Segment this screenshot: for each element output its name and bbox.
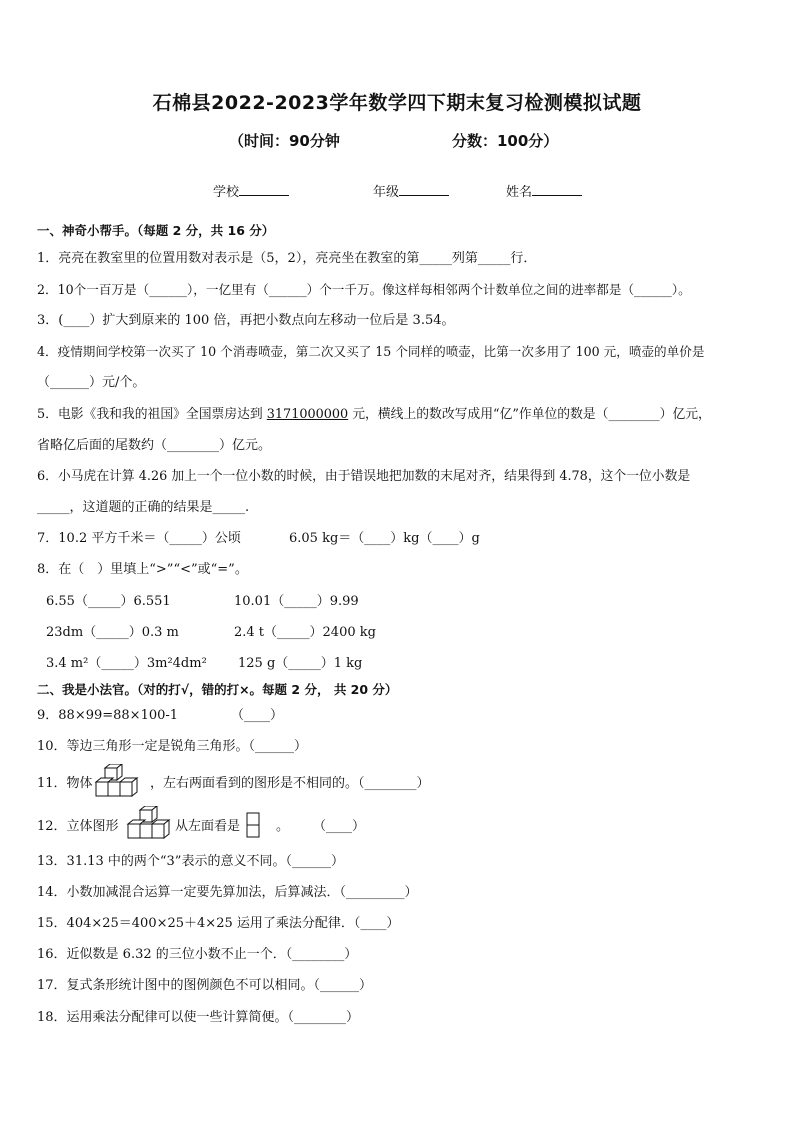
question-12-prefix: 12．立体图形 [37,819,119,834]
question-13: 13．31.13 中的两个“3”表示的意义不同。（______） [37,854,344,869]
question-15: 15．404×25＝400×25＋4×25 运用了乘法分配律．（____） [37,916,400,931]
cube-stack-icon [93,764,149,800]
grade-field [373,181,449,200]
name-field [506,181,582,200]
question-3: 3．(____）扩大到原来的 100 倍，再把小数点向左移动一位后是 3.54。 [37,313,455,328]
question-2: 2．10个一百万是（______），一亿里有（______）个一千万。像这样每相邻两个计数单位之间的进率都是（______）。 [37,282,691,297]
section2-heading: 二、我是小法官。（对的打√，错的打×。每题 2 分， 共 20 分） [37,682,398,697]
name-blank[interactable] [532,183,582,196]
question-4-line1: 4．疫情期间学校第一次买了 10 个消毒喷壶，第二次又买了 15 个同样的喷壶，比第一次多用了 100 元，喷壶的单价是 [37,344,705,359]
compare-2b: 2.4 t（_____）2400 kg [234,625,376,640]
compare-3b: 125 g（_____）1 kg [238,656,363,671]
question-1: 1．亮亮在教室里的位置用数对表示是（5，2），亮亮坐在教室的第_____列第_____行． [37,251,537,266]
section1-heading: 一、神奇小帮手。（每题 2 分，共 16 分） [37,223,275,238]
question-16: 16．近似数是 6.32 的三位小数不止一个．（________） [37,947,358,962]
question-8: 8．在（ ）里填上“>”“<”或“=”。 [37,562,248,577]
question-18: 18．运用乘法分配律可以使一些计算简便。（________） [37,1010,360,1025]
school-label: 学校 [213,185,240,200]
question-5-line2: 省略亿后面的尾数约（________）亿元。 [37,438,272,453]
question-10: 10．等边三角形一定是锐角三角形。（______） [37,739,308,754]
exam-score: 分数：100分） [452,132,559,150]
name-label: 姓名 [506,185,533,200]
question-9-blank: （____） [231,708,284,723]
compare-1a: 6.55（_____）6.551 [46,594,171,609]
question-11-text: ，左右两面看到的图形是不相同的。（________） [150,776,430,791]
question-9-expression: 9．88×99=88×100-1 [37,708,179,723]
solid-figure-icon [122,806,176,846]
grade-label: 年级 [373,185,400,200]
question-14: 14．小数加减混合运算一定要先算加法，后算减法．（_________） [37,885,418,900]
exam-title: 石棉县2022-2023学年数学四下期末复习检测模拟试题 [152,92,642,114]
question-11 [37,775,93,793]
compare-3a: 3.4 m²（_____）3m²4dm² [46,656,207,671]
question-5-prefix: 5．电影《我和我的祖国》全国票房达到 [37,407,267,422]
box-office-number: 3171000000 [266,407,349,422]
left-view-icon [245,812,261,838]
compare-1b: 10.01（_____）9.99 [234,594,359,609]
question-12-period: 。 [276,819,290,834]
question-12-middle: 从左面看是 [175,819,241,834]
question-7-part-a: 7．10.2 平方千米＝（_____）公顷 [37,531,241,546]
grade-blank[interactable] [399,183,449,196]
question-6-line2: _____，这道题的正确的结果是_____. [37,500,250,515]
exam-time: （时间：90分钟 [229,132,340,150]
school-field [213,181,289,200]
question-5-line1 [37,406,711,424]
compare-2a: 23dm（_____）0.3 m [46,625,179,640]
question-4-line2: （______）元/个。 [37,375,146,390]
question-11-prefix: 11．物体 [37,776,93,791]
question-5-suffix: 元，横线上的数改写成用“亿”作单位的数是（________）亿元， [348,407,711,422]
question-6-line1: 6．小马虎在计算 4.26 加上一个一位小数的时候，由于错误地把加数的末尾对齐，结果得到 4.78，这个一位小数是 [37,469,691,484]
school-blank[interactable] [239,183,289,196]
question-7-part-b: 6.05 kg＝（____）kg（____）g [289,531,480,546]
question-17: 17．复式条形统计图中的图例颜色不可以相同。（______） [37,978,373,993]
question-12-blank: （____） [313,819,366,834]
